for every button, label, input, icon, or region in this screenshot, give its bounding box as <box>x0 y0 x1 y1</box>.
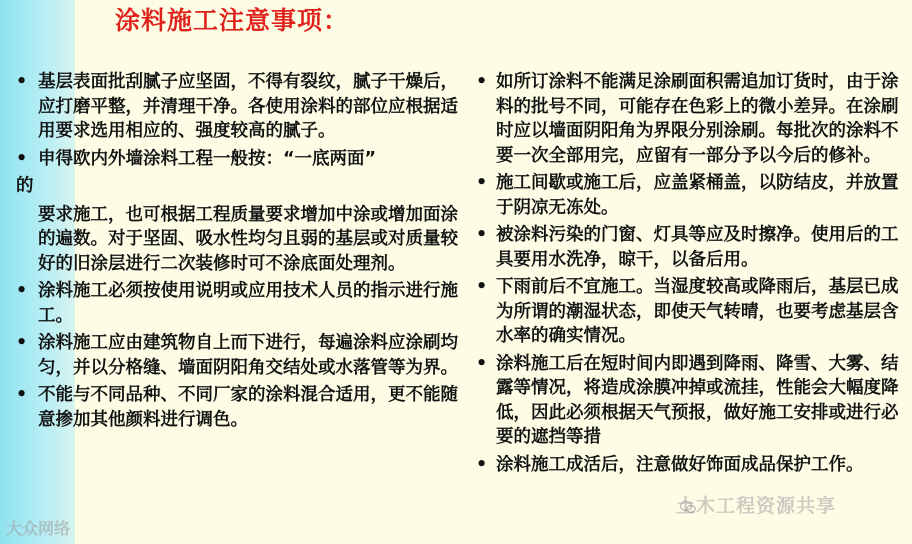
bullet-icon: • <box>476 353 488 374</box>
list-item <box>474 352 912 450</box>
bullet-icon: • <box>476 173 488 193</box>
slide-title: 涂料施工注意事项： <box>115 6 350 35</box>
watermark-text: 土木工程资源共享 <box>676 495 837 517</box>
list-item <box>474 275 912 349</box>
bullet-icon: • <box>476 277 488 297</box>
bullet-icon: • <box>476 454 488 475</box>
list-item <box>474 70 912 168</box>
list-item <box>0 279 470 328</box>
list-item <box>0 383 470 432</box>
list-item-text: 基层表面批刮腻子应坚固，不得有裂纹，腻子干燥后，应打磨平整，并清理干净。各使用涂料的部位应根据适用要求选用相应的、强度较高的腻子。 <box>38 72 458 141</box>
left-column <box>0 70 470 435</box>
list-item <box>0 70 470 144</box>
bullet-icon: • <box>16 385 28 405</box>
bullet-icon: • <box>16 148 28 169</box>
list-item <box>474 171 912 220</box>
watermark-text-left: 大众网络 <box>6 519 71 538</box>
list-item-text: 下雨前后不宜施工。当湿度较高或降雨后，基层已成为所谓的潮湿状态，即使天气转晴，也要考虑基层含水率的确实情况。 <box>496 277 899 346</box>
list-item <box>474 453 912 478</box>
list-item <box>0 147 470 172</box>
list-item <box>474 223 912 272</box>
bullet-icon: • <box>476 225 488 245</box>
bullet-icon: • <box>16 72 28 92</box>
list-item-text: 如所订涂料不能满足涂刷面积需追加订货时，由于涂料的批号不同，可能存在色彩上的微小差异。在涂刷时应以墙面阴阳角为界限分别涂刷。每批次的涂料不要一次全部用完，应留有一部分予以今后的修补。 <box>496 72 899 166</box>
list-item-text: 涂料施工后在短时间内即遇到降雨、降雪、大雾、结露等情况，将造成涂膜冲掉或流挂，性能会大幅度降低，因此必须根据天气预报，做好施工安排或进行必要的遮挡等措 <box>496 353 899 447</box>
right-column <box>474 70 912 480</box>
list-item-continuation: 要求施工，也可根据工程质量要求增加中涂或增加面涂的遍数。对于坚固、吸水性均匀且弱的基层或对质量较好的旧涂层进行二次装修时可不涂底面处理剂。 <box>38 204 458 274</box>
list-item-text: 申得欧内外墙涂料工程一般按：“一底两面” <box>38 148 377 169</box>
list-item-text: 涂料施工应由建筑物自上而下进行，每遍涂料应涂刷均匀，并以分格缝、墙面阴阳角交结处或水落管等为界。 <box>38 333 458 378</box>
list-item-text: 涂料施工必须按使用说明或应用技术人员的指示进行施工。 <box>38 281 458 326</box>
list-item-text: 不能与不同品种、不同厂家的涂料混合适用，更不能随意掺加其他颜料进行调色。 <box>38 385 458 430</box>
list-item-text: 涂料施工成活后，注意做好饰面成品保护工作。 <box>496 454 864 475</box>
list-item-text: 施工间歇或施工后，应盖紧桶盖，以防结皮，并放置于阴凉无冻处。 <box>496 173 899 218</box>
list-item-text: 被涂料污染的门窗、灯具等应及时擦净。使用后的工具要用水洗净，晾干，以备后用。 <box>496 225 899 270</box>
bullet-icon: • <box>476 72 488 92</box>
bullet-icon: • <box>16 333 28 353</box>
list-item <box>0 331 470 380</box>
bullet-icon: • <box>16 281 28 301</box>
list-item-orphan-text: 的 <box>16 176 34 196</box>
